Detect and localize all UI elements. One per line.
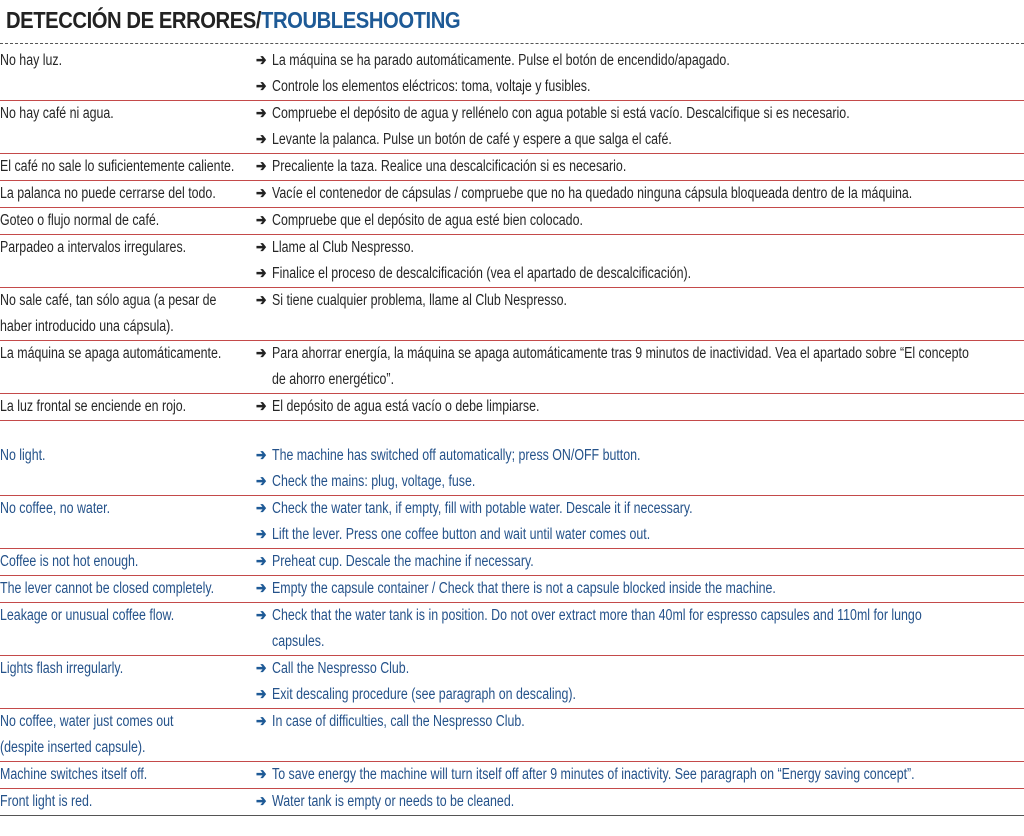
problem-cell — [0, 288, 256, 341]
solution-cell — [256, 656, 1024, 709]
solution-text: Para ahorrar energía, la máquina se apaga automáticamente tras 9 minutos de inactividad. Vea el apartado sobre “El concepto — [272, 345, 969, 362]
arrow-right-icon: ➔ — [256, 265, 267, 282]
table-row — [0, 341, 1024, 394]
solution-cell — [256, 208, 1024, 235]
solution-cell — [256, 181, 1024, 208]
table-row — [0, 496, 1024, 549]
problem-text: Machine switches itself off. — [0, 766, 148, 783]
problem-text: No coffee, no water. — [0, 500, 111, 517]
problem-text: No hay café ni agua. — [0, 105, 114, 122]
problem-text: La luz frontal se enciende en rojo. — [0, 398, 187, 415]
solution-text: Llame al Club Nespresso. — [272, 239, 414, 256]
solution-cell — [256, 394, 1024, 421]
solution-text: de ahorro energético”. — [272, 371, 395, 388]
arrow-right-icon: ➔ — [256, 580, 267, 597]
table-row — [0, 235, 1024, 288]
solution-text: The machine has switched off automatically; press ON/OFF button. — [272, 447, 641, 464]
solution-text: Vacíe el contenedor de cápsulas / compruebe que no ha quedado ninguna cápsula bloqueada dentro de la máquina. — [272, 185, 913, 202]
solution-text: Call the Nespresso Club. — [272, 660, 410, 677]
solution-text: capsules. — [272, 633, 325, 650]
problem-cell — [0, 496, 256, 549]
problem-text: Coffee is not hot enough. — [0, 553, 139, 570]
solution-text: Compruebe que el depósito de agua esté bien colocado. — [272, 212, 583, 229]
solution-text: La máquina se ha parado automáticamente. Pulse el botón de encendido/apagado. — [272, 52, 730, 69]
solution-cell — [256, 101, 1024, 154]
table-row — [0, 709, 1024, 762]
table-row — [0, 181, 1024, 208]
solution-text: Preheat cup. Descale the machine if necessary. — [272, 553, 534, 570]
solution-text: Water tank is empty or needs to be cleaned. — [272, 793, 515, 810]
solution-text: Exit descaling procedure (see paragraph on descaling). — [272, 686, 576, 703]
problem-cell — [0, 549, 256, 576]
problem-text: Goteo o flujo normal de café. — [0, 212, 160, 229]
table-row — [0, 656, 1024, 709]
solution-cell — [256, 443, 1024, 496]
table-row — [0, 288, 1024, 341]
problem-text: haber introducido una cápsula). — [0, 318, 174, 335]
solution-text: El depósito de agua está vacío o debe limpiarse. — [272, 398, 540, 415]
problem-text: No hay luz. — [0, 52, 63, 69]
problem-cell — [0, 603, 256, 656]
table-row — [0, 101, 1024, 154]
arrow-right-icon: ➔ — [256, 660, 267, 677]
problem-text: The lever cannot be closed completely. — [0, 580, 215, 597]
problem-cell — [0, 656, 256, 709]
table-row — [0, 208, 1024, 235]
solution-text: Check the water tank, if empty, fill with potable water. Descale it if necessary. — [272, 500, 693, 517]
table-row — [0, 154, 1024, 181]
arrow-right-icon: ➔ — [256, 239, 267, 256]
arrow-right-icon: ➔ — [256, 52, 267, 69]
problem-text: La palanca no puede cerrarse del todo. — [0, 185, 216, 202]
table-row — [0, 394, 1024, 421]
arrow-right-icon: ➔ — [256, 526, 267, 543]
problem-cell — [0, 181, 256, 208]
arrow-right-icon: ➔ — [256, 212, 267, 229]
arrow-right-icon: ➔ — [256, 78, 267, 95]
title-spanish: DETECCIÓN DE ERRORES/ — [6, 7, 262, 33]
problem-cell — [0, 762, 256, 789]
problem-cell — [0, 576, 256, 603]
solution-text: Controle los elementos eléctricos: toma, voltaje y fusibles. — [272, 78, 591, 95]
arrow-right-icon: ➔ — [256, 158, 267, 175]
arrow-right-icon: ➔ — [256, 105, 267, 122]
solution-text: To save energy the machine will turn itself off after 9 minutes of inactivity. See paragraph on “Energy saving concept”. — [272, 766, 915, 783]
troubleshooting-table — [0, 48, 1024, 816]
title-english: TROUBLESHOOTING — [261, 7, 461, 33]
solution-cell — [256, 709, 1024, 762]
arrow-right-icon: ➔ — [256, 766, 267, 783]
page-title — [6, 3, 460, 37]
solution-cell — [256, 341, 1024, 394]
arrow-right-icon: ➔ — [256, 607, 267, 624]
solution-text: Finalice el proceso de descalcificación (vea el apartado de descalcificación). — [272, 265, 692, 282]
solution-cell — [256, 762, 1024, 789]
solution-cell — [256, 48, 1024, 101]
solution-cell — [256, 496, 1024, 549]
arrow-right-icon: ➔ — [256, 345, 267, 362]
arrow-right-icon: ➔ — [256, 686, 267, 703]
solution-text: Levante la palanca. Pulse un botón de café y espere a que salga el café. — [272, 131, 672, 148]
problem-cell — [0, 394, 256, 421]
solution-text: Check that the water tank is in position. Do not over extract more than 40ml for espresso capsules and 110ml for lungo — [272, 607, 922, 624]
problem-text: (despite inserted capsule). — [0, 739, 146, 756]
problem-cell — [0, 443, 256, 496]
solution-cell — [256, 576, 1024, 603]
problem-text: No sale café, tan sólo agua (a pesar de — [0, 292, 217, 309]
solution-text: Compruebe el depósito de agua y rellénelo con agua potable si está vacío. Descalcifique si es necesario. — [272, 105, 850, 122]
problem-cell — [0, 208, 256, 235]
solution-text: Si tiene cualquier problema, llame al Club Nespresso. — [272, 292, 567, 309]
section-gap — [0, 421, 1024, 444]
title-divider — [0, 43, 1024, 44]
solution-text: Check the mains: plug, voltage, fuse. — [272, 473, 476, 490]
arrow-right-icon: ➔ — [256, 131, 267, 148]
solution-cell — [256, 789, 1024, 816]
solution-cell — [256, 288, 1024, 341]
arrow-right-icon: ➔ — [256, 447, 267, 464]
solution-text: Lift the lever. Press one coffee button and wait until water comes out. — [272, 526, 651, 543]
problem-text: Parpadeo a intervalos irregulares. — [0, 239, 187, 256]
arrow-right-icon: ➔ — [256, 292, 267, 309]
solution-cell — [256, 154, 1024, 181]
solution-text: Precaliente la taza. Realice una descalcificación si es necesario. — [272, 158, 627, 175]
table-row — [0, 549, 1024, 576]
problem-cell — [0, 154, 256, 181]
problem-text: Lights flash irregularly. — [0, 660, 124, 677]
problem-text: La máquina se apaga automáticamente. — [0, 345, 222, 362]
problem-text: Front light is red. — [0, 793, 93, 810]
problem-cell — [0, 48, 256, 101]
arrow-right-icon: ➔ — [256, 473, 267, 490]
problem-cell — [0, 789, 256, 816]
table-row — [0, 762, 1024, 789]
table-row — [0, 48, 1024, 101]
problem-cell — [0, 235, 256, 288]
problem-text: No light. — [0, 447, 46, 464]
problem-cell — [0, 101, 256, 154]
problem-cell — [0, 341, 256, 394]
arrow-right-icon: ➔ — [256, 398, 267, 415]
solution-text: In case of difficulties, call the Nespresso Club. — [272, 713, 525, 730]
problem-cell — [0, 709, 256, 762]
table-row — [0, 603, 1024, 656]
problem-text: El café no sale lo suficientemente caliente. — [0, 158, 235, 175]
arrow-right-icon: ➔ — [256, 553, 267, 570]
arrow-right-icon: ➔ — [256, 713, 267, 730]
arrow-right-icon: ➔ — [256, 500, 267, 517]
arrow-right-icon: ➔ — [256, 185, 267, 202]
table-row — [0, 576, 1024, 603]
solution-cell — [256, 549, 1024, 576]
solution-cell — [256, 603, 1024, 656]
problem-text: Leakage or unusual coffee flow. — [0, 607, 175, 624]
solution-text: Empty the capsule container / Check that there is not a capsule blocked inside the machine. — [272, 580, 776, 597]
problem-text: No coffee, water just comes out — [0, 713, 174, 730]
arrow-right-icon: ➔ — [256, 793, 267, 810]
table-row — [0, 789, 1024, 816]
table-row — [0, 443, 1024, 496]
solution-cell — [256, 235, 1024, 288]
